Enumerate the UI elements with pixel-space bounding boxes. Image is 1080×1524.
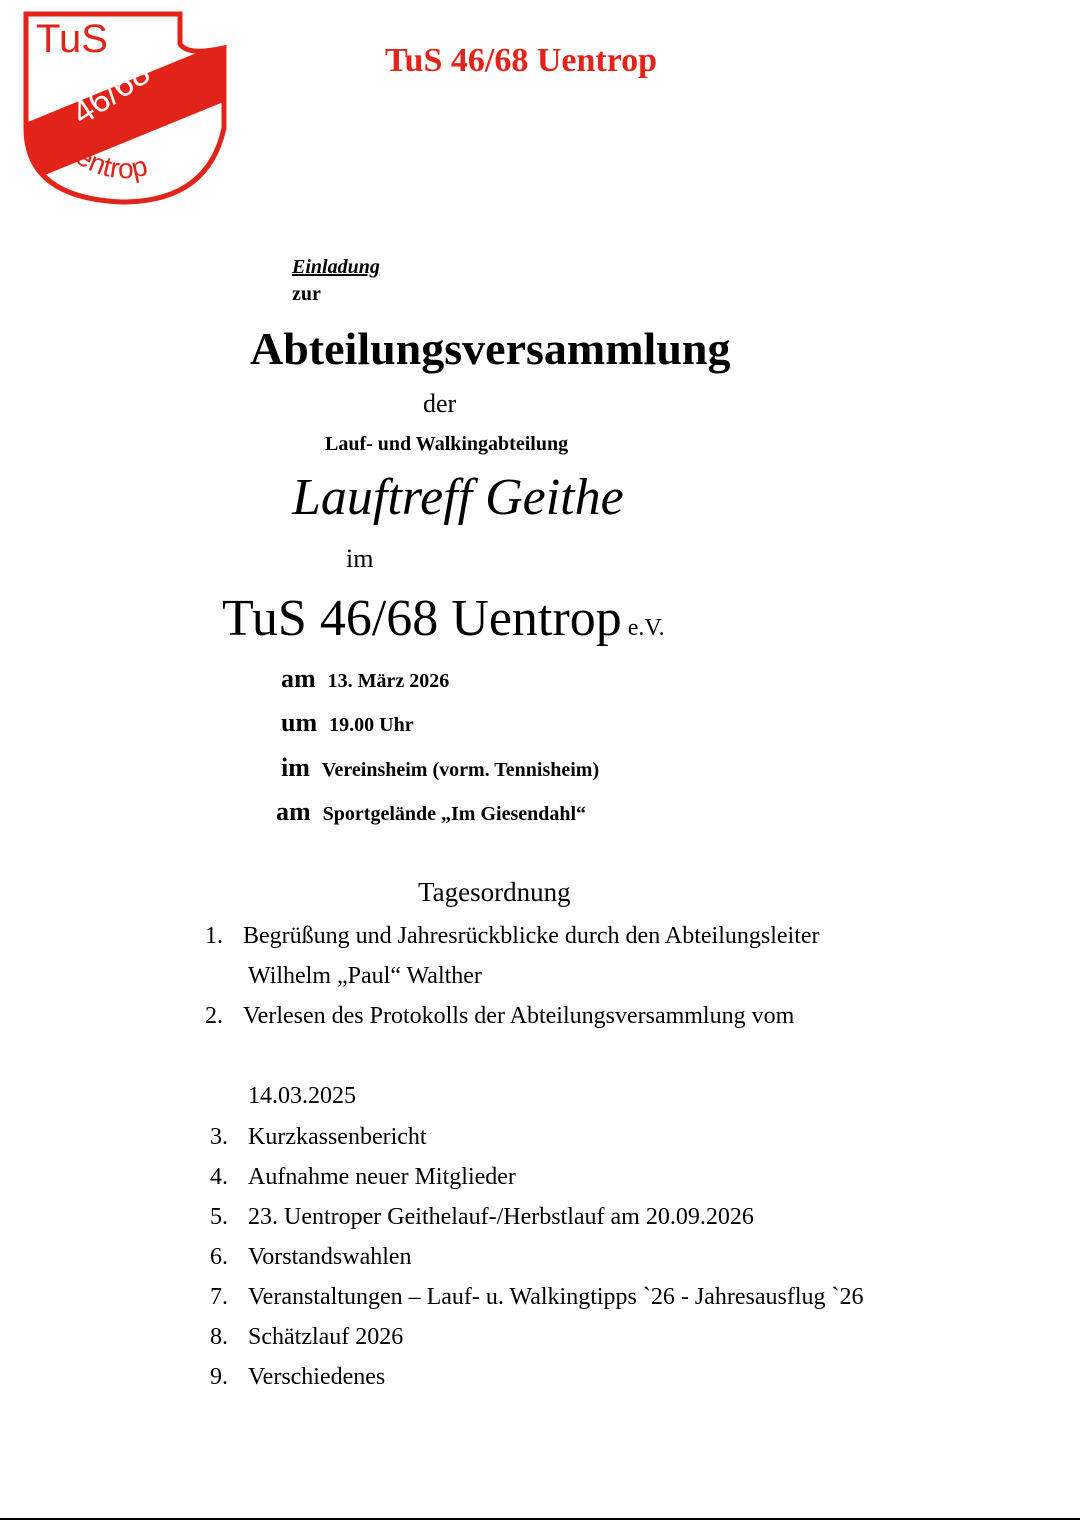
agenda-item xyxy=(210,1284,863,1311)
agenda-item-text: Verlesen des Protokolls der Abteilungsversammlung vom xyxy=(243,1003,795,1029)
zur-label: zur xyxy=(292,283,321,305)
department-name: Lauf- und Walkingabteilung xyxy=(325,433,569,455)
header-title: TuS 46/68 Uentrop xyxy=(385,42,658,79)
detail-date xyxy=(281,664,449,694)
club-name-text: TuS 46/68 Uentrop xyxy=(222,590,622,647)
detail-value: Sportgelände „Im Giesendahl“ xyxy=(322,803,587,825)
club-logo xyxy=(18,8,232,206)
agenda-item xyxy=(210,1324,403,1351)
logo-bottom-text: Uentrop xyxy=(54,129,151,185)
detail-value: 13. März 2026 xyxy=(327,670,450,692)
agenda-item-text: Veranstaltungen – Lauf- u. Walkingtipps `26 - Jahresausflug `26 xyxy=(248,1284,864,1310)
logo-band-text: 46/68 xyxy=(65,53,158,133)
agenda-item-text: Wilhelm „Paul“ Walther xyxy=(248,963,482,989)
page-bottom-rule xyxy=(0,1518,1080,1520)
agenda-title: Tagesordnung xyxy=(418,877,571,907)
agenda-item-number: 6. xyxy=(210,1244,228,1270)
detail-value: 19.00 Uhr xyxy=(329,714,414,736)
agenda-item-number: 2. xyxy=(205,1003,223,1029)
detail-venue xyxy=(281,753,599,783)
agenda-item-text: Begrüßung und Jahresrückblicke durch den Abteilungsleiter xyxy=(243,923,820,949)
einladung-label: Einladung xyxy=(292,256,380,278)
agenda-item xyxy=(205,923,820,950)
detail-time xyxy=(281,708,414,738)
club-name xyxy=(222,589,665,648)
agenda-item-continuation xyxy=(248,963,482,990)
agenda-item-text: Schätzlauf 2026 xyxy=(248,1324,404,1350)
agenda-item-text: Verschiedenes xyxy=(248,1364,386,1390)
detail-keyword: am xyxy=(276,797,311,826)
agenda-item xyxy=(210,1364,385,1391)
agenda-item-text: Vorstandswahlen xyxy=(248,1244,412,1270)
group-name: Lauftreff Geithe xyxy=(292,469,624,526)
agenda-item-number: 8. xyxy=(210,1324,228,1350)
agenda-item xyxy=(205,1003,794,1030)
agenda-item-number: 5. xyxy=(210,1204,228,1230)
agenda-item-text: 14.03.2025 xyxy=(248,1083,356,1109)
agenda-item xyxy=(210,1204,754,1231)
detail-keyword: im xyxy=(281,753,310,782)
agenda-item xyxy=(210,1164,516,1191)
agenda-item xyxy=(210,1244,412,1271)
detail-keyword: am xyxy=(281,664,316,693)
agenda-item-continuation xyxy=(248,1083,356,1110)
agenda-item xyxy=(210,1124,427,1151)
der-label: der xyxy=(423,389,457,418)
im-label: im xyxy=(346,544,374,573)
detail-location xyxy=(276,797,586,827)
agenda-item-number: 9. xyxy=(210,1364,228,1390)
agenda-item-text: 23. Uentroper Geithelauf-/Herbstlauf am 20.09.2026 xyxy=(248,1204,754,1230)
logo-top-text: TuS xyxy=(36,17,108,61)
agenda-item-number: 4. xyxy=(210,1164,228,1190)
agenda-item-text: Kurzkassenbericht xyxy=(248,1124,427,1150)
agenda-item-number: 7. xyxy=(210,1284,228,1310)
headline: Abteilungsversammlung xyxy=(250,323,731,374)
club-suffix: e.V. xyxy=(627,615,665,641)
detail-value: Vereinsheim (vorm. Tennisheim) xyxy=(321,759,600,781)
agenda-item-number: 1. xyxy=(205,923,223,949)
detail-keyword: um xyxy=(281,708,318,737)
agenda-item-number: 3. xyxy=(210,1124,228,1150)
agenda-item-text: Aufnahme neuer Mitglieder xyxy=(248,1164,516,1190)
